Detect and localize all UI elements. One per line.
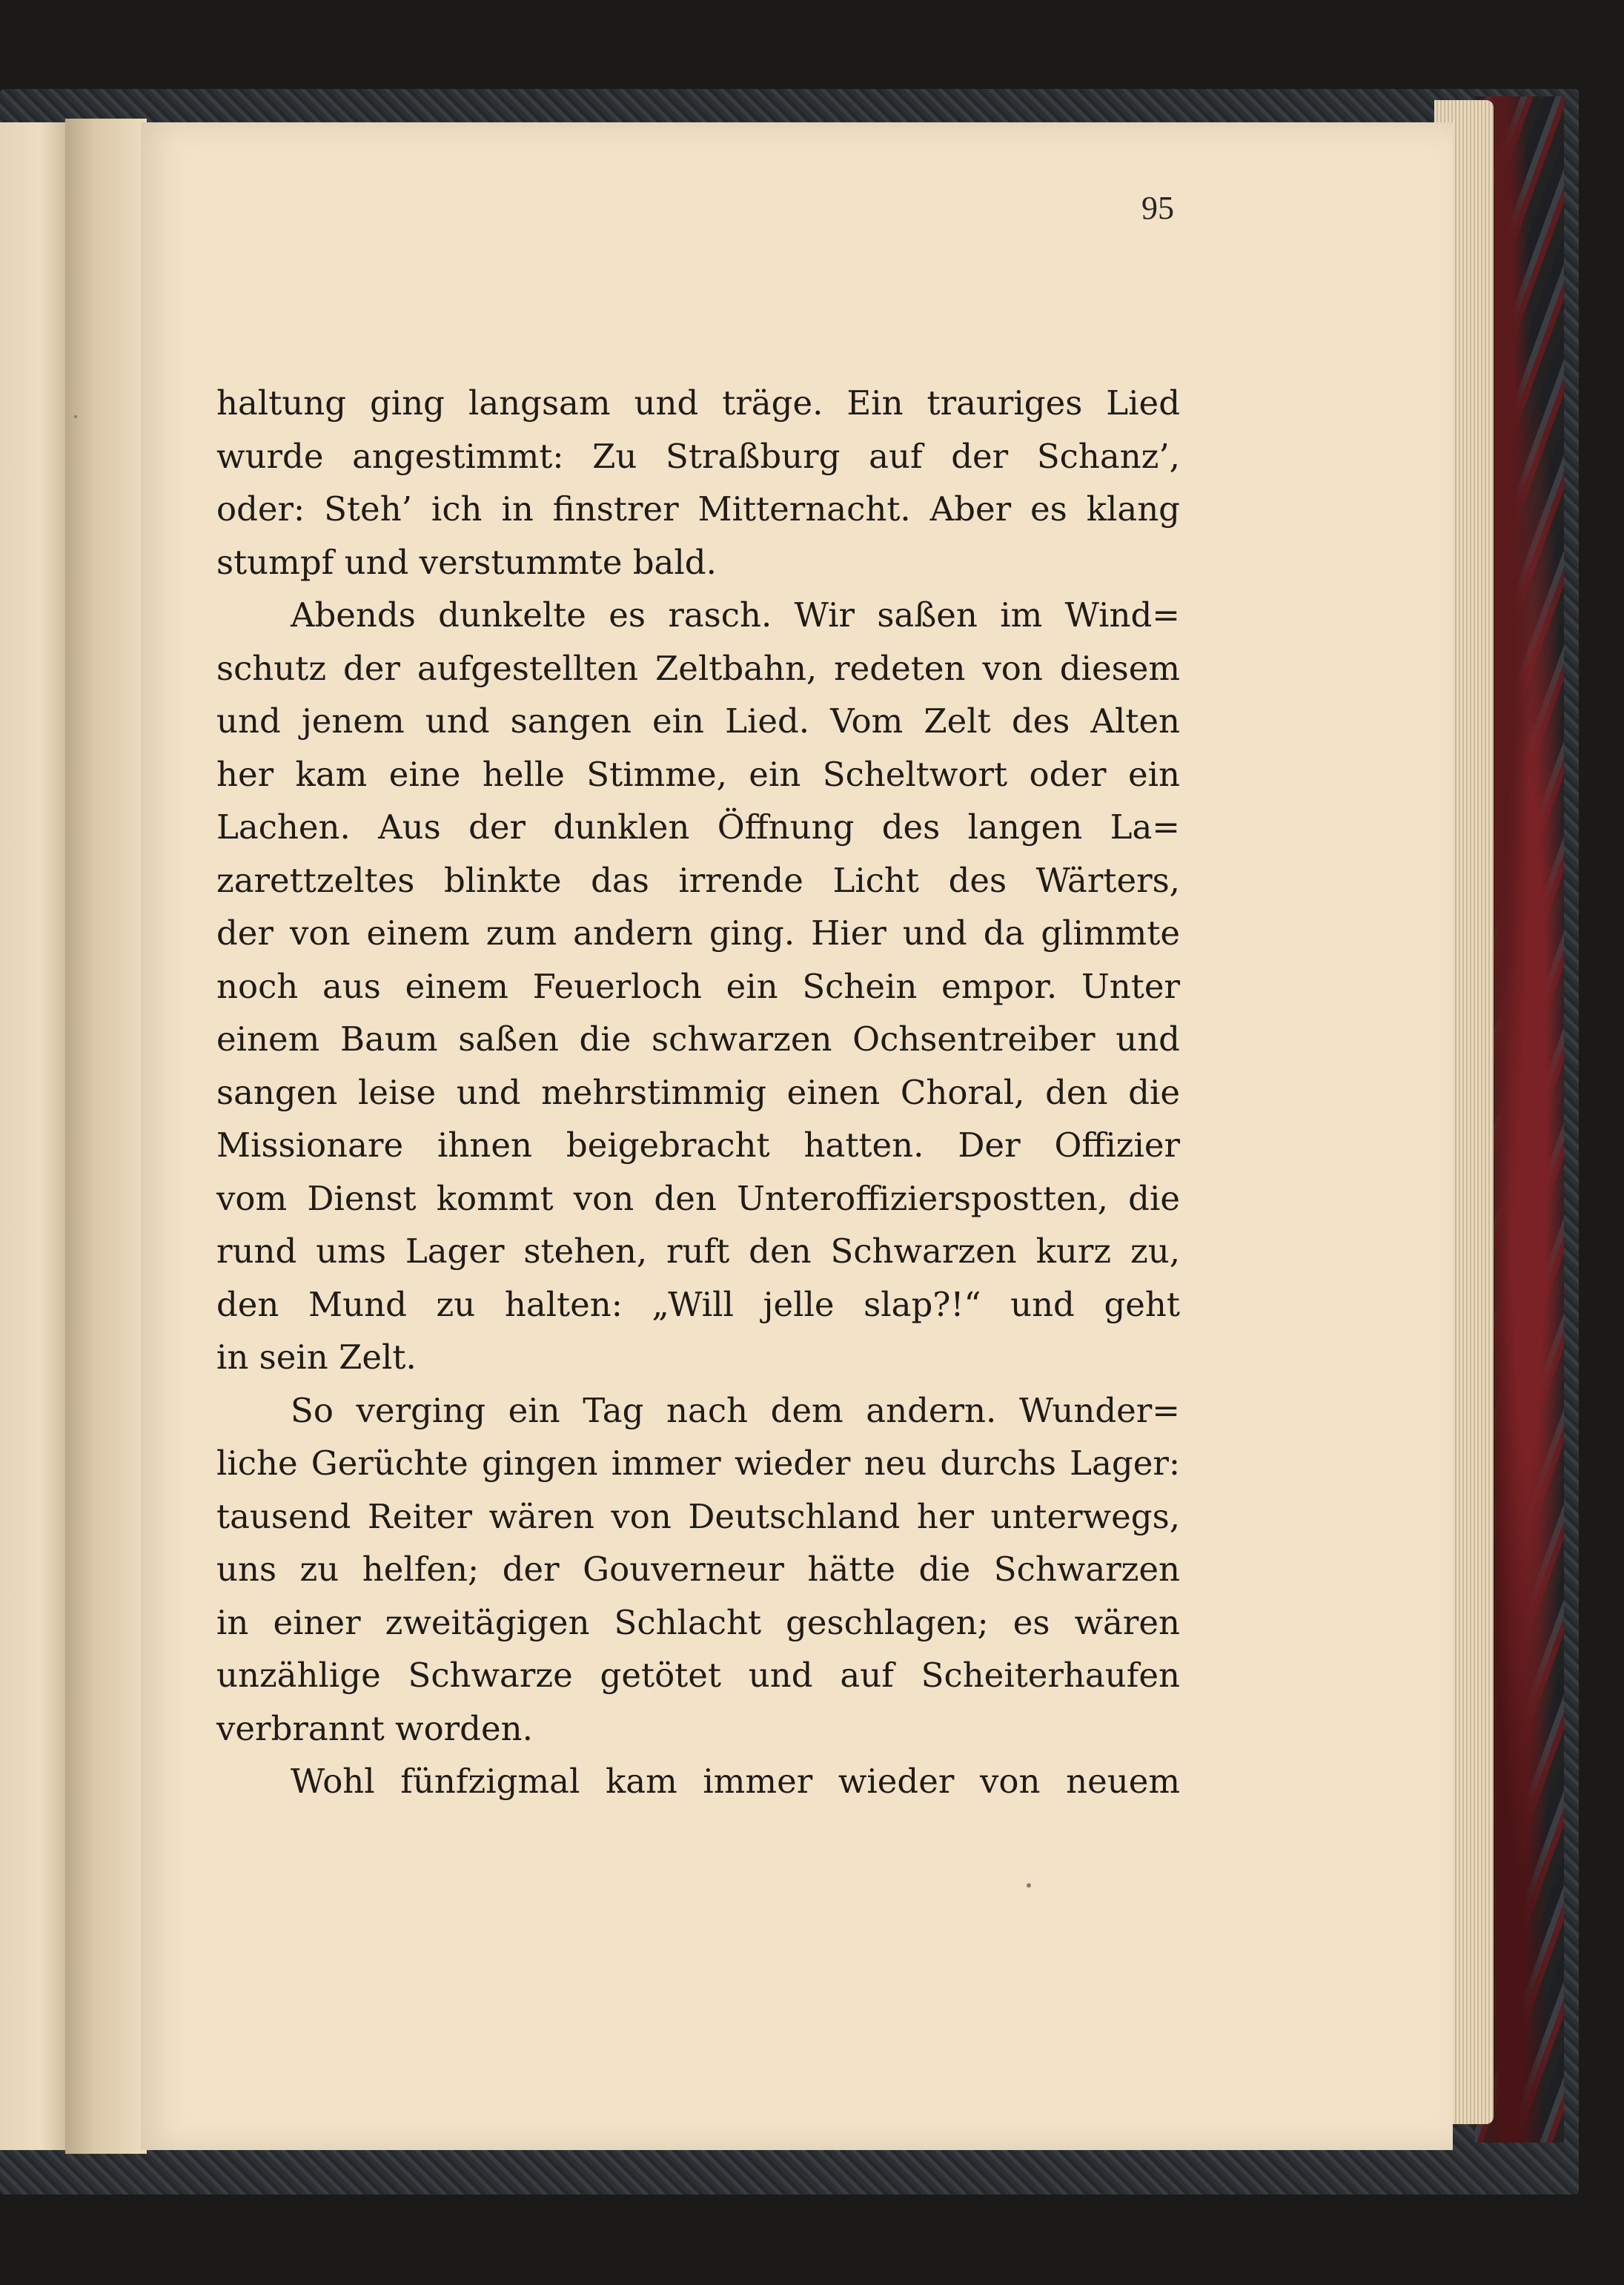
body-text <box>216 377 1180 1808</box>
text-line: Lachen. Aus der dunklen Öffnung des langen La= <box>216 807 1180 847</box>
text-line: verbrannt worden. <box>216 1708 533 1748</box>
text-line: in sein Zelt. <box>216 1337 417 1377</box>
text-line: her kam eine helle Stimme, ein Scheltwort oder ein <box>216 754 1180 794</box>
text-line: Abends dunkelte es rasch. Wir saßen im Wind= <box>291 595 1180 635</box>
text-line: Wohl fünfzigmal kam immer wieder von neuem <box>291 1762 1180 1801</box>
text-line: oder: Steh’ ich in finstrer Mitternacht. Aber es klang <box>216 489 1180 529</box>
text-line: So verging ein Tag nach dem andern. Wunder= <box>291 1390 1180 1430</box>
text-line: vom Dienst kommt von den Unteroffizierspostten, die <box>216 1178 1180 1218</box>
text-line: wurde angestimmt: Zu Straßburg auf der Schanz’, <box>216 436 1180 476</box>
text-line: noch aus einem Feuerloch ein Schein empor. Unter <box>216 966 1180 1006</box>
text-line: haltung ging langsam und träge. Ein trauriges Lied <box>216 383 1180 423</box>
text-line: stumpf und verstummte bald. <box>216 542 717 582</box>
book-gutter <box>65 119 147 2154</box>
text-line: und jenem und sangen ein Lied. Vom Zelt des Alten <box>216 701 1180 741</box>
text-line: rund ums Lager stehen, ruft den Schwarzen kurz zu, <box>216 1231 1180 1271</box>
text-line: den Mund zu halten: „Will jelle slap?!“ und geht <box>216 1284 1180 1324</box>
text-line: zarettzeltes blinkte das irrende Licht des Wärters, <box>216 860 1180 900</box>
text-line: in einer zweitägigen Schlacht geschlagen; es wären <box>216 1602 1180 1642</box>
page-speck <box>1027 1883 1031 1888</box>
text-line: schutz der aufgestellten Zeltbahn, redeten von diesem <box>216 648 1180 688</box>
text-line: tausend Reiter wären von Deutschland her unterwegs, <box>216 1496 1180 1536</box>
text-line: einem Baum saßen die schwarzen Ochsentreiber und <box>216 1019 1180 1059</box>
text-line: unzählige Schwarze getötet und auf Scheiterhaufen <box>216 1656 1180 1695</box>
text-line: sangen leise und mehrstimmig einen Choral, den die <box>216 1072 1180 1112</box>
left-page <box>0 122 68 2150</box>
text-line: Missionare ihnen beigebracht hatten. Der Offizier <box>216 1125 1180 1165</box>
text-line: der von einem zum andern ging. Hier und da glimmte <box>216 913 1180 953</box>
page-speck <box>74 415 77 418</box>
text-line: uns zu helfen; der Gouverneur hätte die Schwarzen <box>216 1550 1180 1589</box>
text-line: liche Gerüchte gingen immer wieder neu durchs Lager: <box>216 1444 1180 1483</box>
page-number: 95 <box>1141 190 1174 226</box>
